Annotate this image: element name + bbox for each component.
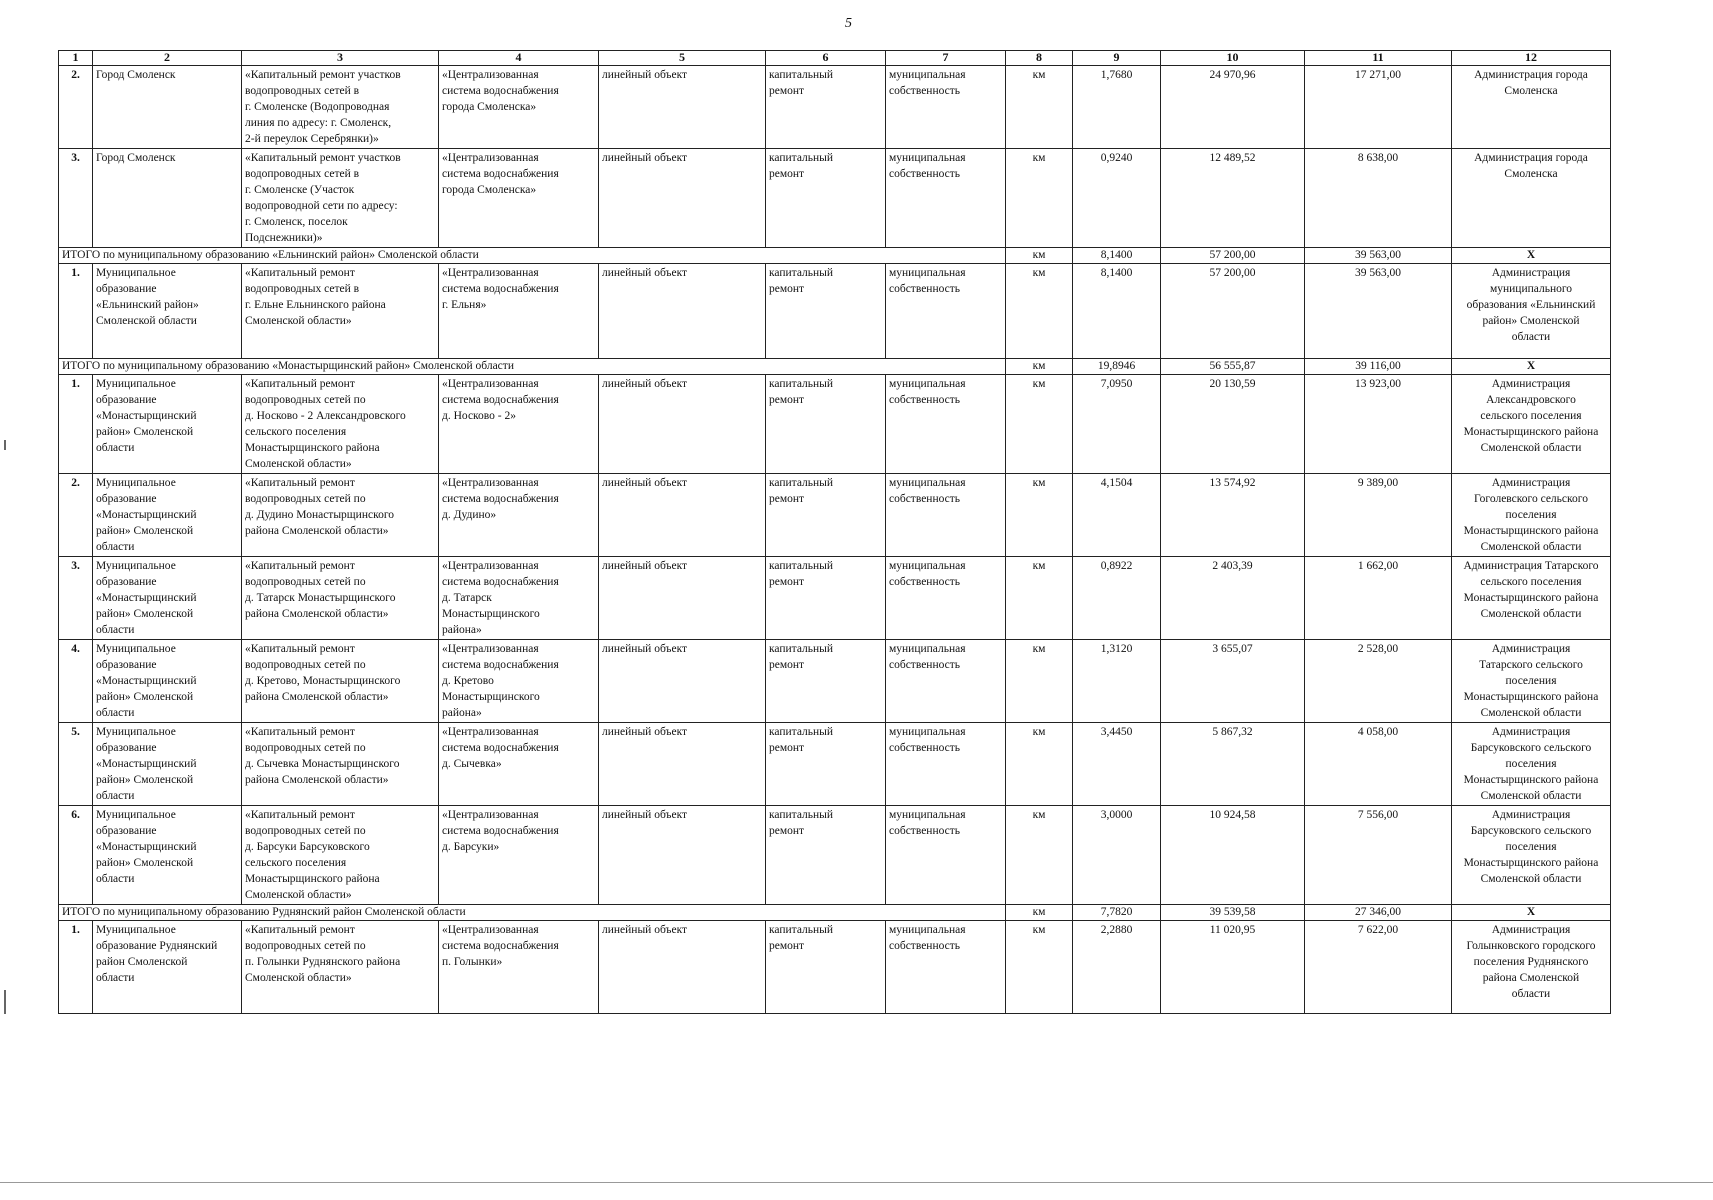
cost-total-cell: 13 574,92 (1161, 474, 1305, 557)
water-system-cell: «Централизованная система водоснабжения д. Сычевка» (439, 723, 599, 806)
cost-funding-cell: 4 058,00 (1305, 723, 1452, 806)
total-cost: 56 555,87 (1161, 359, 1305, 375)
water-system-cell: «Централизованная система водоснабжения п. Голынки» (439, 921, 599, 1014)
column-number-9: 9 (1073, 51, 1161, 66)
object-name-cell: «Капитальный ремонт водопроводных сетей по д. Сычевка Монастырщинского района Смоленской области» (242, 723, 439, 806)
water-system-cell: «Централизованная система водоснабжения г. Ельня» (439, 264, 599, 359)
scan-edge-mark (4, 440, 6, 450)
unit-cell: км (1006, 806, 1073, 905)
municipality-cell: Муниципальное образование «Монастырщинский район» Смоленской области (93, 640, 242, 723)
water-system-cell: «Централизованная система водоснабжения д. Дудино» (439, 474, 599, 557)
length-cell: 2,2880 (1073, 921, 1161, 1014)
length-cell: 0,9240 (1073, 149, 1161, 248)
total-length: 8,1400 (1073, 248, 1161, 264)
work-type-cell: капитальный ремонт (766, 149, 886, 248)
owner-cell: Администрация Голынковского городского поселения Руднянского района Смоленской области (1452, 921, 1611, 1014)
total-label: ИТОГО по муниципальному образованию Руднянский район Смоленской области (59, 905, 1006, 921)
owner-cell: Администрация Татарского сельского поселения Монастырщинского района Смоленской области (1452, 640, 1611, 723)
cost-total-cell: 11 020,95 (1161, 921, 1305, 1014)
row-number: 6. (59, 806, 93, 905)
total-label: ИТОГО по муниципальному образованию «Монастырщинский район» Смоленской области (59, 359, 1006, 375)
cost-total-cell: 20 130,59 (1161, 375, 1305, 474)
unit-cell: км (1006, 640, 1073, 723)
length-cell: 3,4450 (1073, 723, 1161, 806)
row-number: 1. (59, 264, 93, 359)
object-type-cell: линейный объект (599, 921, 766, 1014)
owner-cell: Администрация Барсуковского сельского поселения Монастырщинского района Смоленской области (1452, 806, 1611, 905)
row-number: 1. (59, 375, 93, 474)
section-total-row (59, 905, 1611, 921)
table-row (59, 557, 1611, 640)
total-length: 19,8946 (1073, 359, 1161, 375)
cost-funding-cell: 1 662,00 (1305, 557, 1452, 640)
cost-funding-cell: 9 389,00 (1305, 474, 1452, 557)
total-cost: 39 539,58 (1161, 905, 1305, 921)
row-number: 2. (59, 474, 93, 557)
object-type-cell: линейный объект (599, 474, 766, 557)
work-type-cell: капитальный ремонт (766, 640, 886, 723)
object-name-cell: «Капитальный ремонт участков водопроводных сетей в г. Смоленске (Водопроводная линия по адресу: г. Смоленск, 2-й переулок Серебрянки)» (242, 66, 439, 149)
table-row (59, 474, 1611, 557)
object-name-cell: «Капитальный ремонт водопроводных сетей по д. Барсуки Барсуковского сельского поселения Монастырщинского района Смоленской области» (242, 806, 439, 905)
water-system-cell: «Централизованная система водоснабжения д. Барсуки» (439, 806, 599, 905)
column-number-10: 10 (1161, 51, 1305, 66)
cost-funding-cell: 17 271,00 (1305, 66, 1452, 149)
ownership-cell: муниципальная собственность (886, 264, 1006, 359)
length-cell: 7,0950 (1073, 375, 1161, 474)
work-type-cell: капитальный ремонт (766, 723, 886, 806)
work-type-cell: капитальный ремонт (766, 806, 886, 905)
total-unit: км (1006, 359, 1073, 375)
row-number: 5. (59, 723, 93, 806)
column-number-8: 8 (1006, 51, 1073, 66)
column-number-6: 6 (766, 51, 886, 66)
total-unit: км (1006, 905, 1073, 921)
owner-cell: Администрация муниципального образования «Ельнинский район» Смоленской области (1452, 264, 1611, 359)
water-system-cell: «Централизованная система водоснабжения города Смоленска» (439, 66, 599, 149)
column-number-1: 1 (59, 51, 93, 66)
total-label: ИТОГО по муниципальному образованию «Ельнинский район» Смоленской области (59, 248, 1006, 264)
unit-cell: км (1006, 264, 1073, 359)
municipality-cell: Муниципальное образование Руднянский район Смоленской области (93, 921, 242, 1014)
column-number-12: 12 (1452, 51, 1611, 66)
water-system-cell: «Централизованная система водоснабжения д. Татарск Монастырщинского района» (439, 557, 599, 640)
total-funding: 39 563,00 (1305, 248, 1452, 264)
column-number-2: 2 (93, 51, 242, 66)
water-system-cell: «Централизованная система водоснабжения д. Носково - 2» (439, 375, 599, 474)
column-number-5: 5 (599, 51, 766, 66)
row-number: 4. (59, 640, 93, 723)
table-row (59, 640, 1611, 723)
owner-cell: Администрация Барсуковского сельского поселения Монастырщинского района Смоленской области (1452, 723, 1611, 806)
column-number-7: 7 (886, 51, 1006, 66)
owner-cell: Администрация города Смоленска (1452, 149, 1611, 248)
length-cell: 0,8922 (1073, 557, 1161, 640)
table-row (59, 921, 1611, 1014)
unit-cell: км (1006, 557, 1073, 640)
cost-total-cell: 5 867,32 (1161, 723, 1305, 806)
owner-cell: Администрация Татарского сельского поселения Монастырщинского района Смоленской области (1452, 557, 1611, 640)
length-cell: 3,0000 (1073, 806, 1161, 905)
cost-funding-cell: 39 563,00 (1305, 264, 1452, 359)
ownership-cell: муниципальная собственность (886, 557, 1006, 640)
object-type-cell: линейный объект (599, 149, 766, 248)
unit-cell: км (1006, 66, 1073, 149)
table-row (59, 723, 1611, 806)
object-type-cell: линейный объект (599, 557, 766, 640)
page-number: 5 (845, 16, 852, 31)
cost-total-cell: 3 655,07 (1161, 640, 1305, 723)
row-number: 1. (59, 921, 93, 1014)
column-number-4: 4 (439, 51, 599, 66)
cost-funding-cell: 13 923,00 (1305, 375, 1452, 474)
owner-cell: Администрация Александровского сельского поселения Монастырщинского района Смоленской области (1452, 375, 1611, 474)
row-number: 2. (59, 66, 93, 149)
total-x-mark: X (1452, 905, 1611, 921)
column-number-11: 11 (1305, 51, 1452, 66)
total-cost: 57 200,00 (1161, 248, 1305, 264)
object-name-cell: «Капитальный ремонт водопроводных сетей по д. Татарск Монастырщинского района Смоленской области» (242, 557, 439, 640)
work-type-cell: капитальный ремонт (766, 375, 886, 474)
object-type-cell: линейный объект (599, 375, 766, 474)
unit-cell: км (1006, 149, 1073, 248)
scan-edge-mark (4, 990, 6, 1014)
municipality-cell: Муниципальное образование «Ельнинский район» Смоленской области (93, 264, 242, 359)
table-row (59, 66, 1611, 149)
municipality-cell: Муниципальное образование «Монастырщинский район» Смоленской области (93, 474, 242, 557)
ownership-cell: муниципальная собственность (886, 640, 1006, 723)
municipality-cell: Муниципальное образование «Монастырщинский район» Смоленской области (93, 557, 242, 640)
municipality-cell: Город Смоленск (93, 149, 242, 248)
owner-cell: Администрация Гоголевского сельского поселения Монастырщинского района Смоленской области (1452, 474, 1611, 557)
work-type-cell: капитальный ремонт (766, 557, 886, 640)
object-name-cell: «Капитальный ремонт водопроводных сетей по д. Дудино Монастырщинского района Смоленской области» (242, 474, 439, 557)
total-x-mark: X (1452, 359, 1611, 375)
section-total-row (59, 248, 1611, 264)
work-type-cell: капитальный ремонт (766, 474, 886, 557)
ownership-cell: муниципальная собственность (886, 723, 1006, 806)
unit-cell: км (1006, 723, 1073, 806)
object-name-cell: «Капитальный ремонт водопроводных сетей по д. Кретово, Монастырщинского района Смоленской области» (242, 640, 439, 723)
object-name-cell: «Капитальный ремонт водопроводных сетей по п. Голынки Руднянского района Смоленской области» (242, 921, 439, 1014)
municipality-cell: Муниципальное образование «Монастырщинский район» Смоленской области (93, 806, 242, 905)
row-number: 3. (59, 149, 93, 248)
cost-total-cell: 10 924,58 (1161, 806, 1305, 905)
water-system-cell: «Централизованная система водоснабжения города Смоленска» (439, 149, 599, 248)
cost-funding-cell: 7 622,00 (1305, 921, 1452, 1014)
ownership-cell: муниципальная собственность (886, 375, 1006, 474)
cost-total-cell: 2 403,39 (1161, 557, 1305, 640)
work-type-cell: капитальный ремонт (766, 921, 886, 1014)
owner-cell: Администрация города Смоленска (1452, 66, 1611, 149)
municipality-cell: Город Смоленск (93, 66, 242, 149)
table-row (59, 375, 1611, 474)
cost-total-cell: 57 200,00 (1161, 264, 1305, 359)
total-funding: 39 116,00 (1305, 359, 1452, 375)
row-number: 3. (59, 557, 93, 640)
object-type-cell: линейный объект (599, 723, 766, 806)
work-type-cell: капитальный ремонт (766, 264, 886, 359)
object-name-cell: «Капитальный ремонт водопроводных сетей в г. Ельне Ельнинского района Смоленской области» (242, 264, 439, 359)
municipality-cell: Муниципальное образование «Монастырщинский район» Смоленской области (93, 723, 242, 806)
object-name-cell: «Капитальный ремонт участков водопроводных сетей в г. Смоленске (Участок водопроводной сети по адресу: г. Смоленск, поселок Подснежники)» (242, 149, 439, 248)
length-cell: 1,3120 (1073, 640, 1161, 723)
total-x-mark: X (1452, 248, 1611, 264)
cost-funding-cell: 7 556,00 (1305, 806, 1452, 905)
page-bottom-rule (0, 1182, 1713, 1183)
object-type-cell: линейный объект (599, 640, 766, 723)
length-cell: 1,7680 (1073, 66, 1161, 149)
table-row (59, 264, 1611, 359)
cost-total-cell: 24 970,96 (1161, 66, 1305, 149)
register-body (59, 66, 1611, 1014)
unit-cell: км (1006, 375, 1073, 474)
ownership-cell: муниципальная собственность (886, 806, 1006, 905)
ownership-cell: муниципальная собственность (886, 66, 1006, 149)
total-unit: км (1006, 248, 1073, 264)
table-row (59, 806, 1611, 905)
object-type-cell: линейный объект (599, 66, 766, 149)
register-table (58, 50, 1611, 1014)
column-number-row (59, 51, 1611, 66)
unit-cell: км (1006, 921, 1073, 1014)
object-type-cell: линейный объект (599, 806, 766, 905)
length-cell: 8,1400 (1073, 264, 1161, 359)
ownership-cell: муниципальная собственность (886, 474, 1006, 557)
municipality-cell: Муниципальное образование «Монастырщинский район» Смоленской области (93, 375, 242, 474)
total-funding: 27 346,00 (1305, 905, 1452, 921)
unit-cell: км (1006, 474, 1073, 557)
object-type-cell: линейный объект (599, 264, 766, 359)
ownership-cell: муниципальная собственность (886, 921, 1006, 1014)
object-name-cell: «Капитальный ремонт водопроводных сетей по д. Носково - 2 Александровского сельского поселения Монастырщинского района Смоленской области» (242, 375, 439, 474)
total-length: 7,7820 (1073, 905, 1161, 921)
table-row (59, 149, 1611, 248)
work-type-cell: капитальный ремонт (766, 66, 886, 149)
column-number-3: 3 (242, 51, 439, 66)
length-cell: 4,1504 (1073, 474, 1161, 557)
cost-funding-cell: 8 638,00 (1305, 149, 1452, 248)
water-system-cell: «Централизованная система водоснабжения д. Кретово Монастырщинского района» (439, 640, 599, 723)
ownership-cell: муниципальная собственность (886, 149, 1006, 248)
cost-total-cell: 12 489,52 (1161, 149, 1305, 248)
cost-funding-cell: 2 528,00 (1305, 640, 1452, 723)
section-total-row (59, 359, 1611, 375)
